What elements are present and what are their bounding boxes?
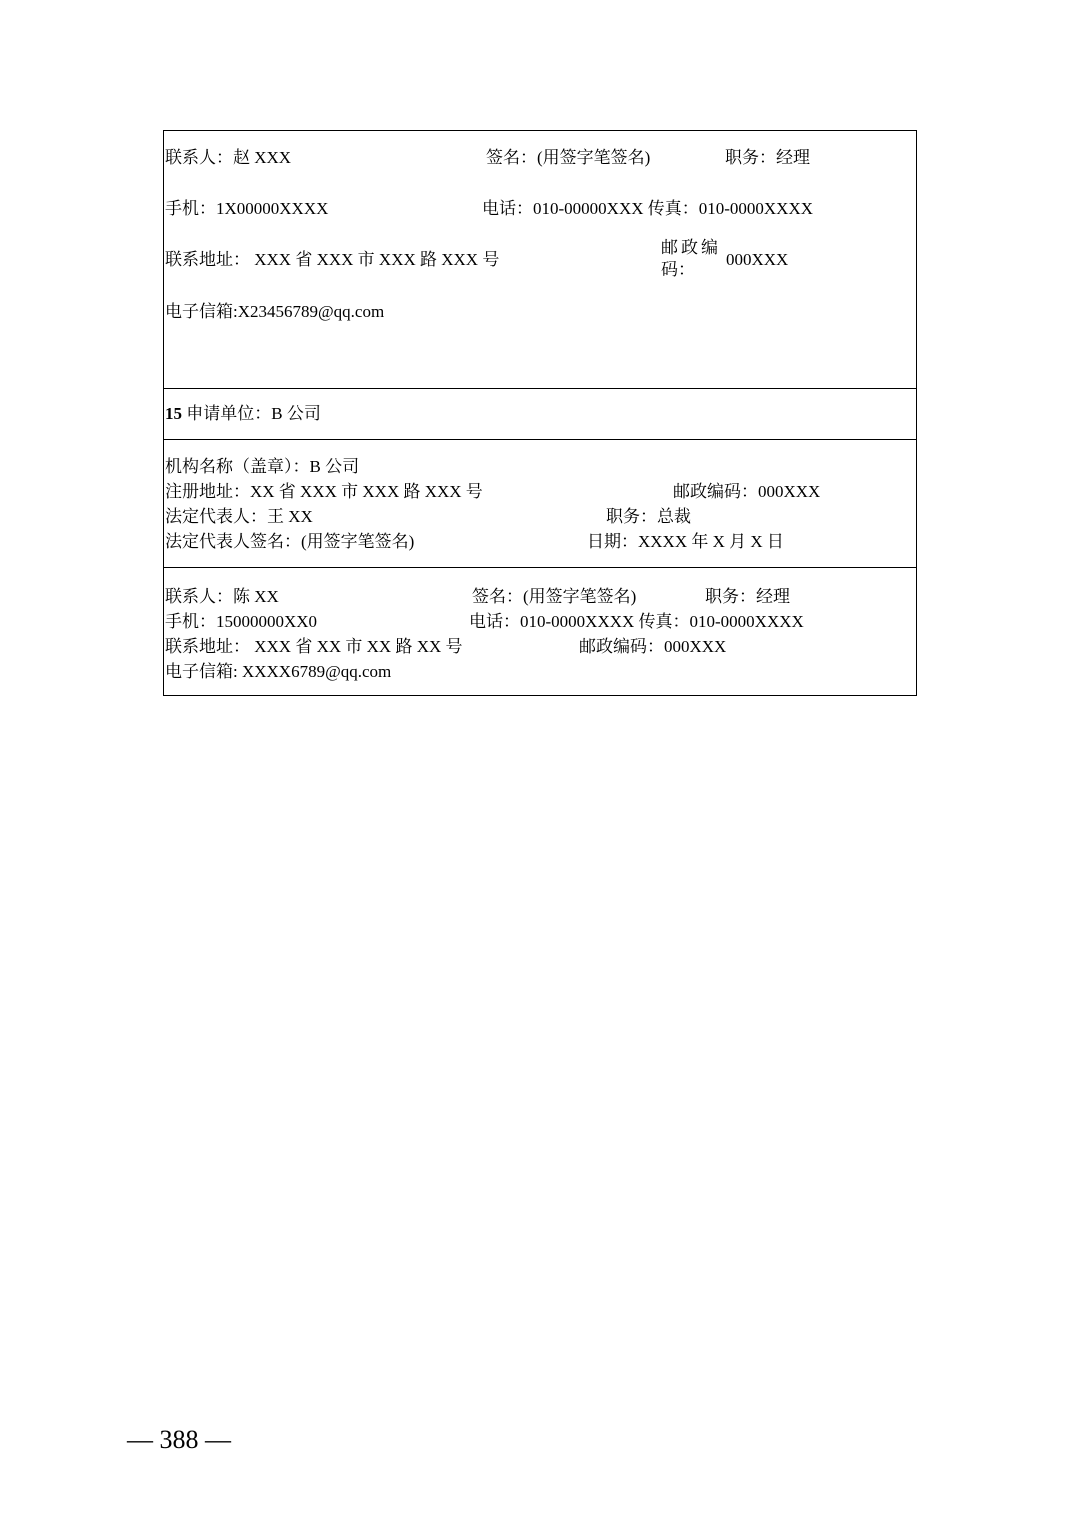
address-field: 联系地址： XXX 省 XX 市 XX 路 XX 号 [165,637,463,656]
email-field: 电子信箱:X23456789@qq.com [165,302,385,321]
position-field: 职务：经理 [705,587,790,606]
contact-section-b [164,568,916,696]
position-field: 职务：经理 [725,148,810,167]
date-field: 日期：XXXX 年 X 月 X 日 [587,532,784,551]
mobile-field: 手机：15000000XX0 [165,612,318,631]
organization-section [164,440,916,568]
legal-rep-signature: 法定代表人签名：(用签字笔签名) [165,532,415,551]
contact-person: 联系人：陈 XX [165,587,279,606]
applicant-header [165,404,321,424]
postal-code-label [661,237,721,281]
legal-rep-position: 职务：总裁 [606,507,691,526]
registered-address: 注册地址：XX 省 XXX 市 XXX 路 XXX 号 [165,482,483,501]
address-field: 联系地址： XXX 省 XXX 市 XXX 路 XXX 号 [165,250,500,269]
postal-label-line1: 邮政编 [661,238,721,257]
postal-code-field: 邮政编码：000XXX [579,637,727,656]
phone-fax-field: 电话：010-0000XXXX 传真：010-0000XXXX [469,612,804,631]
contact-person: 联系人：赵 XXX [165,148,292,167]
mobile-field: 手机：1X00000XXXX [165,199,329,218]
applicant-number: 15 [165,404,182,423]
contact-section-a [164,131,916,389]
applicant-info-table [163,130,917,696]
postal-code-value: 000XXX [726,250,789,269]
email-field: 电子信箱: XXXX6789@qq.com [165,662,392,681]
phone-fax-field: 电话：010-00000XXX 传真：010-0000XXXX [482,199,814,218]
postal-code-field: 邮政编码：000XXX [673,482,821,501]
applicant-header-section [164,389,916,440]
postal-label-line2: 码： [661,260,695,279]
legal-representative: 法定代表人：王 XX [165,507,313,526]
signature-field: 签名：(用签字笔签名) [472,587,637,606]
applicant-label: 申请单位：B 公司 [186,404,321,423]
signature-field: 签名：(用签字笔签名) [486,148,651,167]
page-number: — 388 — [127,1425,231,1454]
organization-name: 机构名称（盖章）：B 公司 [165,457,360,476]
